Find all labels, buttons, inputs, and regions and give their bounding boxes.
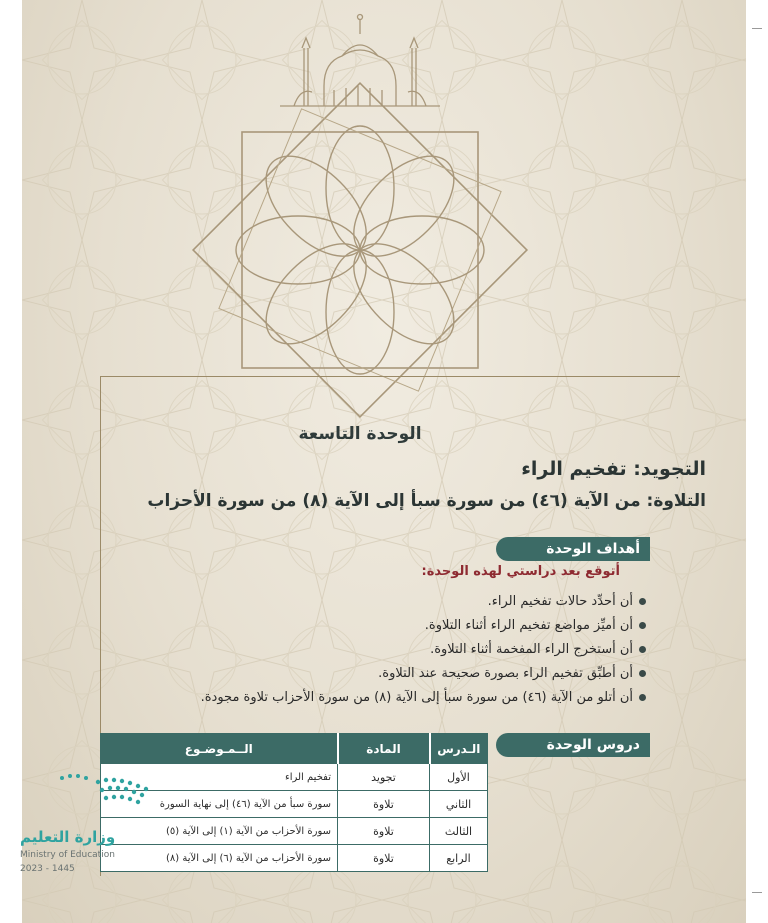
list-item [66, 638, 646, 662]
lesson-cell: الأول [430, 764, 488, 791]
tilawa-range: التلاوة: من الآية (٤٦) من سورة سبأ إلى الآية (٨) من سورة الأحزاب [147, 491, 706, 511]
goals-list [66, 590, 646, 710]
ministry-logo-icon [40, 768, 180, 878]
header-lesson: الـدرس [430, 734, 488, 764]
ministry-year: 2023 - 1445 [20, 864, 75, 874]
lessons-heading: دروس الوحدة [496, 733, 650, 757]
unit-title: الوحدة التاسعة [298, 424, 422, 444]
lesson-cell: الرابع [430, 845, 488, 872]
crop-mark [752, 28, 762, 29]
ministry-name-en: Ministry of Education [20, 850, 115, 860]
lesson-cell: الثاني [430, 791, 488, 818]
list-item [66, 686, 646, 710]
goal-text: أن أستخرج الراء المفخمة أثناء التلاوة. [430, 642, 633, 657]
goal-text: أن أتلو من الآية (٤٦) من سورة سبأ إلى الآية (٨) من سورة الأحزاب تلاوة مجودة. [200, 690, 633, 705]
bullet-icon [639, 694, 646, 701]
goals-heading: أهداف الوحدة [496, 537, 650, 561]
subject-cell: سورة الأحزاب من الآية (١) إلى الآية (٥) [101, 818, 338, 845]
subject-cell: سورة سبأ من الآية (٤٦) إلى نهاية السورة [101, 791, 338, 818]
bullet-icon [639, 670, 646, 677]
table-header-row [101, 734, 488, 764]
header-subject: الــمـوضـوع [101, 734, 338, 764]
list-item [66, 662, 646, 686]
lesson-cell: الثالث [430, 818, 488, 845]
bullet-icon [639, 598, 646, 605]
rosette-mosque-ornament [22, 0, 746, 470]
ministry-name-ar: وزارة التعليم [20, 828, 116, 846]
tajweed-topic: التجويد: تفخيم الراء [521, 458, 706, 480]
goal-text: أن أطبِّق تفخيم الراء بصورة صحيحة عند التلاوة. [378, 666, 633, 681]
material-cell: تلاوة [338, 845, 430, 872]
material-cell: تلاوة [338, 791, 430, 818]
page-margin [746, 0, 768, 923]
subject-cell: تفخيم الراء [101, 764, 338, 791]
crop-mark [752, 892, 762, 893]
bullet-icon [639, 622, 646, 629]
list-item [66, 614, 646, 638]
bullet-icon [639, 646, 646, 653]
frame-line [100, 376, 680, 377]
material-cell: تجويد [338, 764, 430, 791]
list-item [66, 590, 646, 614]
goal-text: أن أحدِّد حالات تفخيم الراء. [487, 594, 633, 609]
goals-intro: أتوقع بعد دراستي لهذه الوحدة: [421, 564, 620, 579]
header-material: المادة [338, 734, 430, 764]
material-cell: تلاوة [338, 818, 430, 845]
goal-text: أن أميِّز مواضع تفخيم الراء أثناء التلاوة. [424, 618, 633, 633]
subject-cell: سورة الأحزاب من الآية (٦) إلى الآية (٨) [101, 845, 338, 872]
